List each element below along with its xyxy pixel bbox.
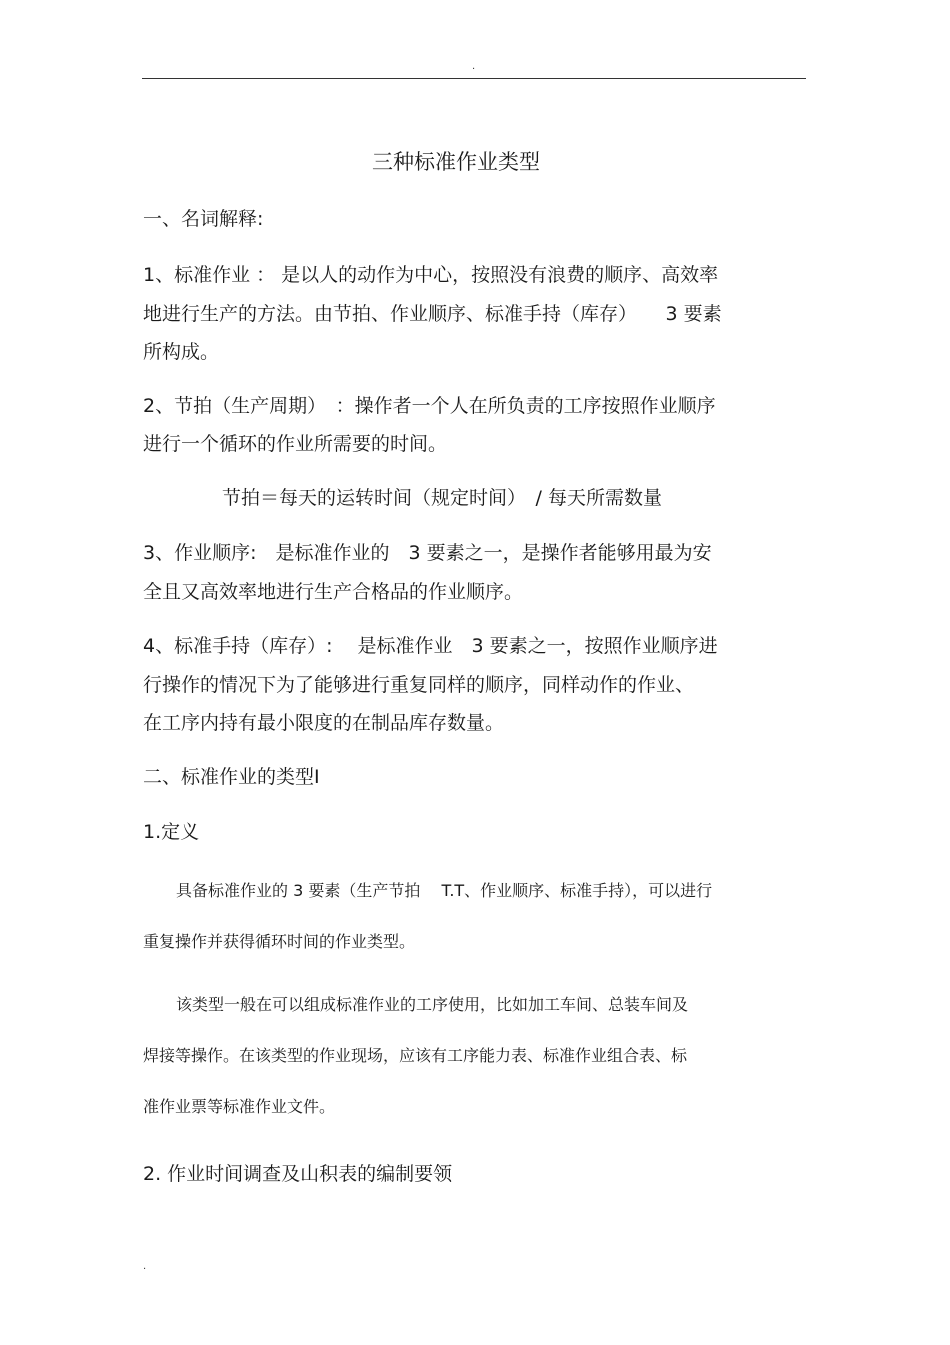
item1-line1: 1、标准作业 ： 是以人的动作为中心，按照没有浪费的顺序、高效率 [143,264,719,286]
section1-heading: 一、名词解释: [143,208,264,230]
page-title: 三种标准作业类型 [372,150,540,174]
item3-line1: 3、作业顺序: 是标准作业的 3 要素之一，是操作者能够用最为安 [143,542,712,564]
item3-line2: 全且又高效率地进行生产合格品的作业顺序。 [143,581,524,603]
item1-line3: 所构成。 [143,341,220,363]
sub2-heading: 2. 作业时间调查及山积表的编制要领 [143,1163,453,1185]
item2-line1: 2、节拍（生产周期） ：操作者一个人在所负责的工序按照作业顺序 [143,395,716,417]
item2-line2: 进行一个循环的作业所需要的时间。 [143,433,448,455]
section2-heading: 二、标准作业的类型Ⅰ [143,766,320,788]
para1-line1: 具备标准作业的 3 要素（生产节拍 T.T、作业顺序、标准手持），可以进行 [176,881,713,900]
formula: 节拍＝每天的运转时间（规定时间） / 每天所需数量 [222,487,662,509]
sub1-heading: 1.定义 [143,821,200,843]
para2-line2: 焊接等操作。在该类型的作业现场，应该有工序能力表、标准作业组合表、标 [143,1046,688,1065]
item4-line2: 行操作的情况下为了能够进行重复同样的顺序，同样动作的作业、 [143,674,695,696]
para2-line3: 准作业票等标准作业文件。 [143,1097,336,1116]
para1-line2: 重复操作并获得循环时间的作业类型。 [143,932,416,951]
item1-line2: 地进行生产的方法。由节拍、作业顺序、标准手持（库存） 3 要素 [143,303,722,325]
item4-line1: 4、标准手持（库存）: 是标准作业 3 要素之一，按照作业顺序进 [143,635,718,657]
header-rule [142,78,806,79]
header-mark: . [472,61,476,72]
item4-line3: 在工序内持有最小限度的在制品库存数量。 [143,712,505,734]
para2-line1: 该类型一般在可以组成标准作业的工序使用，比如加工车间、总装车间及 [176,995,689,1014]
footer-mark: . [143,1261,147,1272]
